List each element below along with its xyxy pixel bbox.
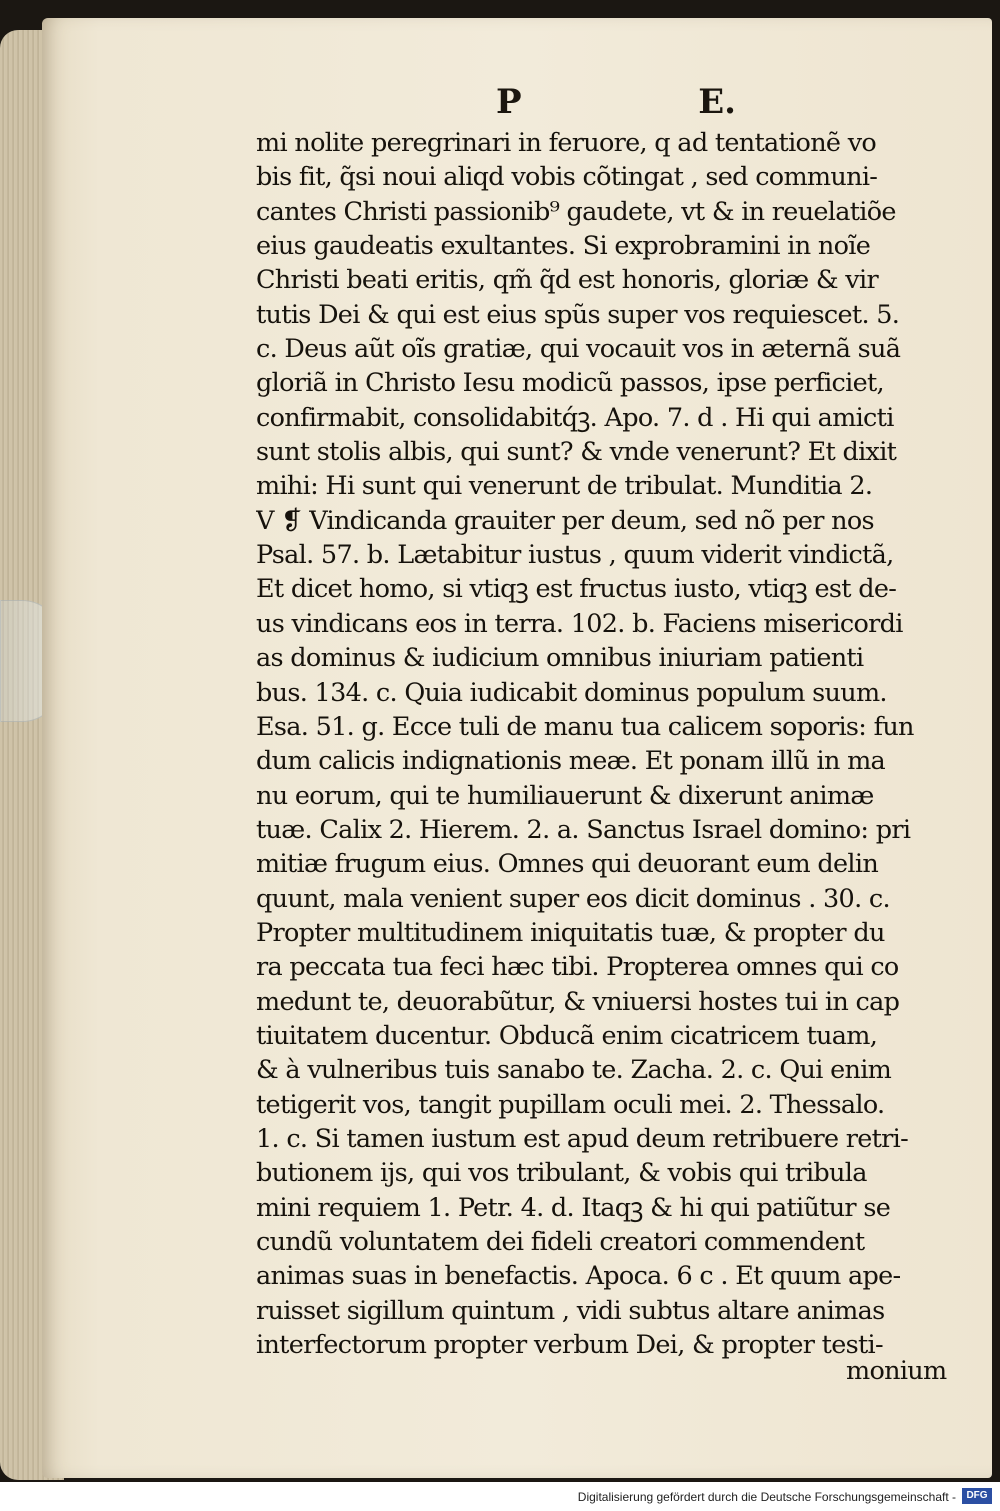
text-line: eius gaudeatis exultantes. Si exprobramini in noĩe — [256, 231, 871, 262]
text-line: mihi: Hi sunt qui venerunt de tribulat. Munditia 2. — [256, 471, 873, 502]
text-line: ruisset sigillum quintum , vidi subtus altare animas — [256, 1295, 885, 1326]
text-line: interfectorum propter verbum Dei, & propter testi- — [256, 1330, 883, 1361]
text-line: Christi beati eritis, qm̃ q̃d est honoris, gloriæ & vir — [256, 265, 878, 296]
text-line: cantes Christi passionib⁹ gaudete, vt & in reuelatiõe — [256, 196, 896, 227]
text-line: mi nolite peregrinari in feruore, q ad tentationẽ vo — [256, 128, 877, 158]
text-line: nu eorum, qui te humiliauerunt & dixerunt animæ — [256, 780, 874, 811]
text-line: medunt te, deuorabũtur, & vniuersi hostes tui in cap — [256, 986, 900, 1017]
text-line: mini requiem 1. Petr. 4. d. Itaqꝫ & hi qui patiũtur se — [256, 1192, 891, 1223]
text-line: ra peccata tua feci hæc tibi. Propterea omnes qui co — [256, 952, 899, 983]
running-head-right: E. — [698, 82, 736, 122]
text-line: quunt, mala venient super eos dicit dominus . 30. c. — [256, 883, 890, 914]
text-line: bus. 134. c. Quia iudicabit dominus populum suum. — [256, 677, 887, 708]
text-line: cundũ voluntatem dei fideli creatori commendent — [256, 1227, 865, 1257]
text-line: Propter multitudinem iniquitatis tuæ, & propter du — [256, 917, 885, 948]
text-line: tiuitatem ducentur. Obducã enim cicatricem tuam, — [256, 1020, 878, 1051]
text-line: gloriã in Christo Iesu modicũ passos, ipse perficiet, — [256, 368, 884, 399]
dfg-logo: DFG — [962, 1488, 992, 1504]
text-line: us vindicans eos in terra. 102. b. Faciens misericordi — [256, 608, 903, 639]
text-line: animas suas in benefactis. Apoca. 6 c . Et quum ape- — [256, 1261, 901, 1292]
text-line: sunt stolis albis, qui sunt? & vnde venerunt? Et dixit — [256, 437, 897, 468]
footer-bar — [0, 1482, 1000, 1511]
text-line: Psal. 57. b. Lætabitur iustus , quum viderit vindictã, — [256, 540, 894, 571]
text-line: as dominus & iudicium omnibus iniuriam patienti — [256, 643, 864, 674]
running-head — [496, 82, 736, 122]
funding-notice: Digitalisierung gefördert durch die Deutsche Forschungsgemeinschaft - — [577, 1490, 956, 1504]
text-line: 1. c. Si tamen iustum est apud deum retribuere retri- — [256, 1123, 909, 1154]
text-line: tetigerit vos, tangit pupillam oculi mei. 2. Thessalo. — [256, 1089, 885, 1120]
running-head-left: P — [496, 82, 522, 122]
text-line: Esa. 51. g. Ecce tuli de manu tua calicem soporis: fun — [256, 711, 914, 742]
text-line: bis fit, q̃si noui aliqd vobis cõtingat , sed communi- — [256, 162, 878, 193]
text-line: tuæ. Calix 2. Hierem. 2. a. Sanctus Israel domino: pri — [256, 814, 911, 845]
text-line: & à vulneribus tuis sanabo te. Zacha. 2. c. Qui enim — [256, 1055, 892, 1086]
catchword: monium — [846, 1356, 947, 1386]
text-line: confirmabit, consolidabitq́ꝫ. Apo. 7. d . Hi qui amicti — [256, 402, 894, 433]
text-block — [256, 126, 966, 1362]
text-line: mitiæ frugum eius. Omnes qui deuorant eum delin — [256, 849, 879, 880]
text-line: butionem ijs, qui vos tribulant, & vobis qui tribula — [256, 1158, 867, 1189]
text-line: V ❡ Vindicanda grauiter per deum, sed nõ per nos — [256, 505, 874, 536]
text-line: tutis Dei & qui est eius spũs super vos requiescet. 5. — [256, 299, 900, 330]
text-line: Et dicet homo, si vtiqꝫ est fructus iusto, vtiqꝫ est de- — [256, 574, 897, 605]
text-line: c. Deus aũt oĩs gratiæ, qui vocauit vos in æternã suã — [256, 334, 901, 365]
text-line: dum calicis indignationis meæ. Et ponam illũ in ma — [256, 746, 886, 777]
